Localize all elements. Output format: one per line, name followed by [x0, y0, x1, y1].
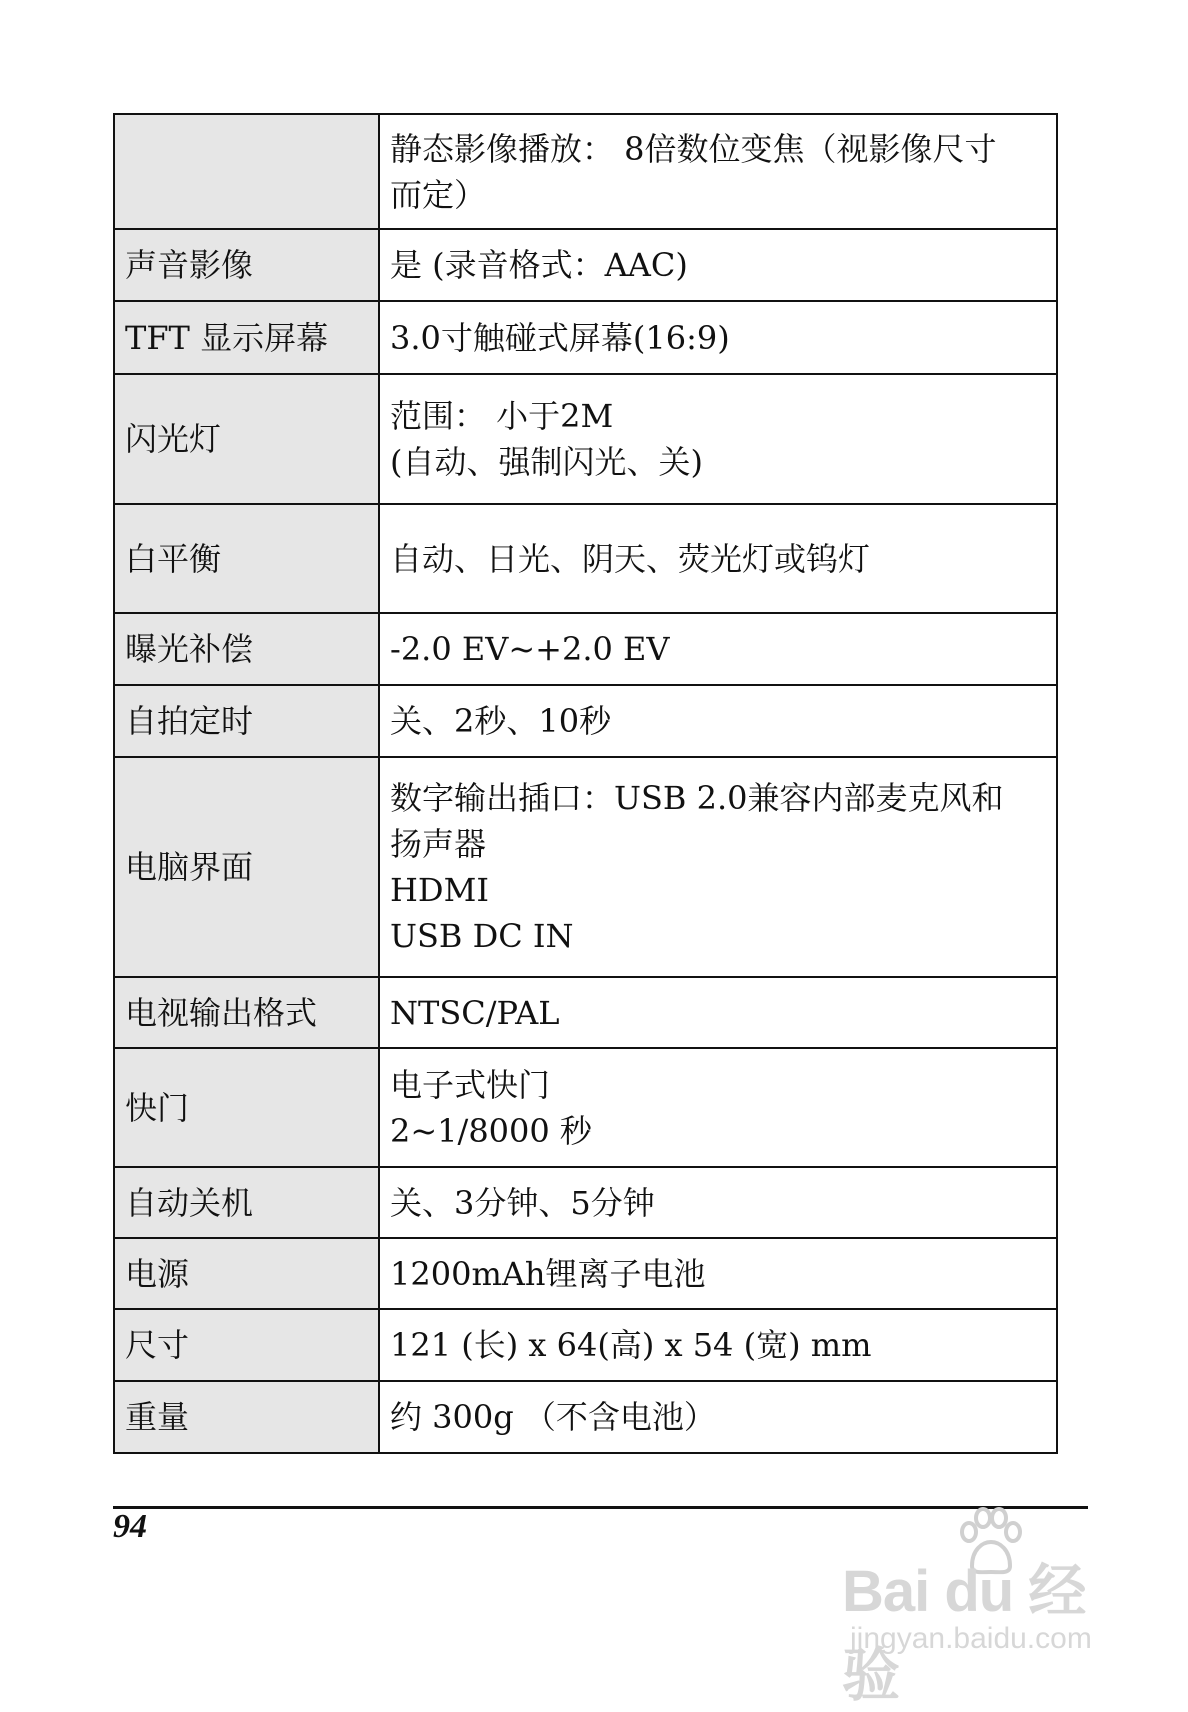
spec-value	[379, 1238, 1057, 1309]
spec-value-line: 3.0寸触碰式屏幕(16:9)	[390, 318, 730, 357]
spec-value	[379, 1048, 1057, 1167]
spec-value-line: 电子式快门	[390, 1065, 551, 1104]
baidu-watermark	[842, 1504, 1142, 1708]
watermark-url: jingyan.baidu.com	[850, 1622, 1092, 1655]
spec-value	[379, 1381, 1057, 1453]
spec-value-line: NTSC/PAL	[390, 993, 560, 1032]
spec-value-line: (自动、强制闪光、关)	[390, 443, 703, 481]
spec-value	[379, 757, 1057, 977]
spec-value	[379, 1167, 1057, 1238]
spec-label	[114, 114, 379, 229]
spec-value-line: 关、2秒、10秒	[390, 702, 612, 740]
spec-value	[379, 685, 1057, 757]
spec-value-line: 范围： 小于2M	[390, 397, 614, 435]
spec-value	[379, 504, 1057, 613]
spec-value	[379, 977, 1057, 1048]
spec-value-line: 121 (长) x 64(高) x 54 (宽) mm	[390, 1326, 872, 1364]
spec-row	[114, 1309, 1057, 1381]
spec-row	[114, 613, 1057, 685]
spec-value-line: 而定）	[390, 175, 487, 214]
spec-row	[114, 1048, 1057, 1167]
spec-label: TFT 显示屏幕	[114, 301, 379, 374]
spec-label: 自动关机	[114, 1167, 379, 1238]
spec-value-line: USB DC IN	[390, 917, 574, 955]
spec-value	[379, 1309, 1057, 1381]
spec-row	[114, 1381, 1057, 1453]
spec-value-line: 扬声器	[390, 825, 487, 863]
spec-value-line: 数字输出插口：USB 2.0兼容内部麦克风和	[390, 779, 1004, 817]
page-number: 94	[113, 1508, 147, 1545]
spec-value	[379, 374, 1057, 504]
spec-label: 电视输出格式	[114, 977, 379, 1048]
spec-row	[114, 114, 1057, 229]
spec-label: 电脑界面	[114, 757, 379, 977]
spec-label: 电源	[114, 1238, 379, 1309]
spec-label: 闪光灯	[114, 374, 379, 504]
spec-value-line: HDMI	[390, 871, 489, 909]
spec-row	[114, 229, 1057, 301]
spec-value-line: 1200mAh锂离子电池	[390, 1254, 706, 1293]
watermark-logo-text: Bai du 经验	[842, 1559, 1086, 1708]
spec-row	[114, 977, 1057, 1048]
spec-value-line: 是 (录音格式：AAC)	[390, 246, 688, 284]
spec-row	[114, 685, 1057, 757]
spec-label: 快门	[114, 1048, 379, 1167]
spec-label: 自拍定时	[114, 685, 379, 757]
spec-row	[114, 1238, 1057, 1309]
spec-value-line: 静态影像播放： 8倍数位变焦（视影像尺寸	[390, 129, 997, 168]
spec-value-line: 约 300g （不含电池）	[390, 1398, 716, 1436]
spec-value	[379, 114, 1057, 229]
spec-row	[114, 301, 1057, 374]
spec-label: 声音影像	[114, 229, 379, 301]
spec-value-line: 2~1/8000 秒	[390, 1111, 592, 1150]
spec-row	[114, 504, 1057, 613]
spec-table	[113, 113, 1058, 1454]
spec-value-line: 关、3分钟、5分钟	[390, 1183, 655, 1222]
spec-label: 曝光补偿	[114, 613, 379, 685]
spec-label: 白平衡	[114, 504, 379, 613]
spec-value	[379, 229, 1057, 301]
spec-row	[114, 757, 1057, 977]
spec-value	[379, 301, 1057, 374]
spec-value-line: 自动、日光、阴天、荧光灯或钨灯	[390, 539, 871, 578]
spec-row	[114, 1167, 1057, 1238]
spec-label: 尺寸	[114, 1309, 379, 1381]
spec-value-line: -2.0 EV~+2.0 EV	[390, 630, 670, 668]
spec-label: 重量	[114, 1381, 379, 1453]
spec-value	[379, 613, 1057, 685]
spec-row	[114, 374, 1057, 504]
